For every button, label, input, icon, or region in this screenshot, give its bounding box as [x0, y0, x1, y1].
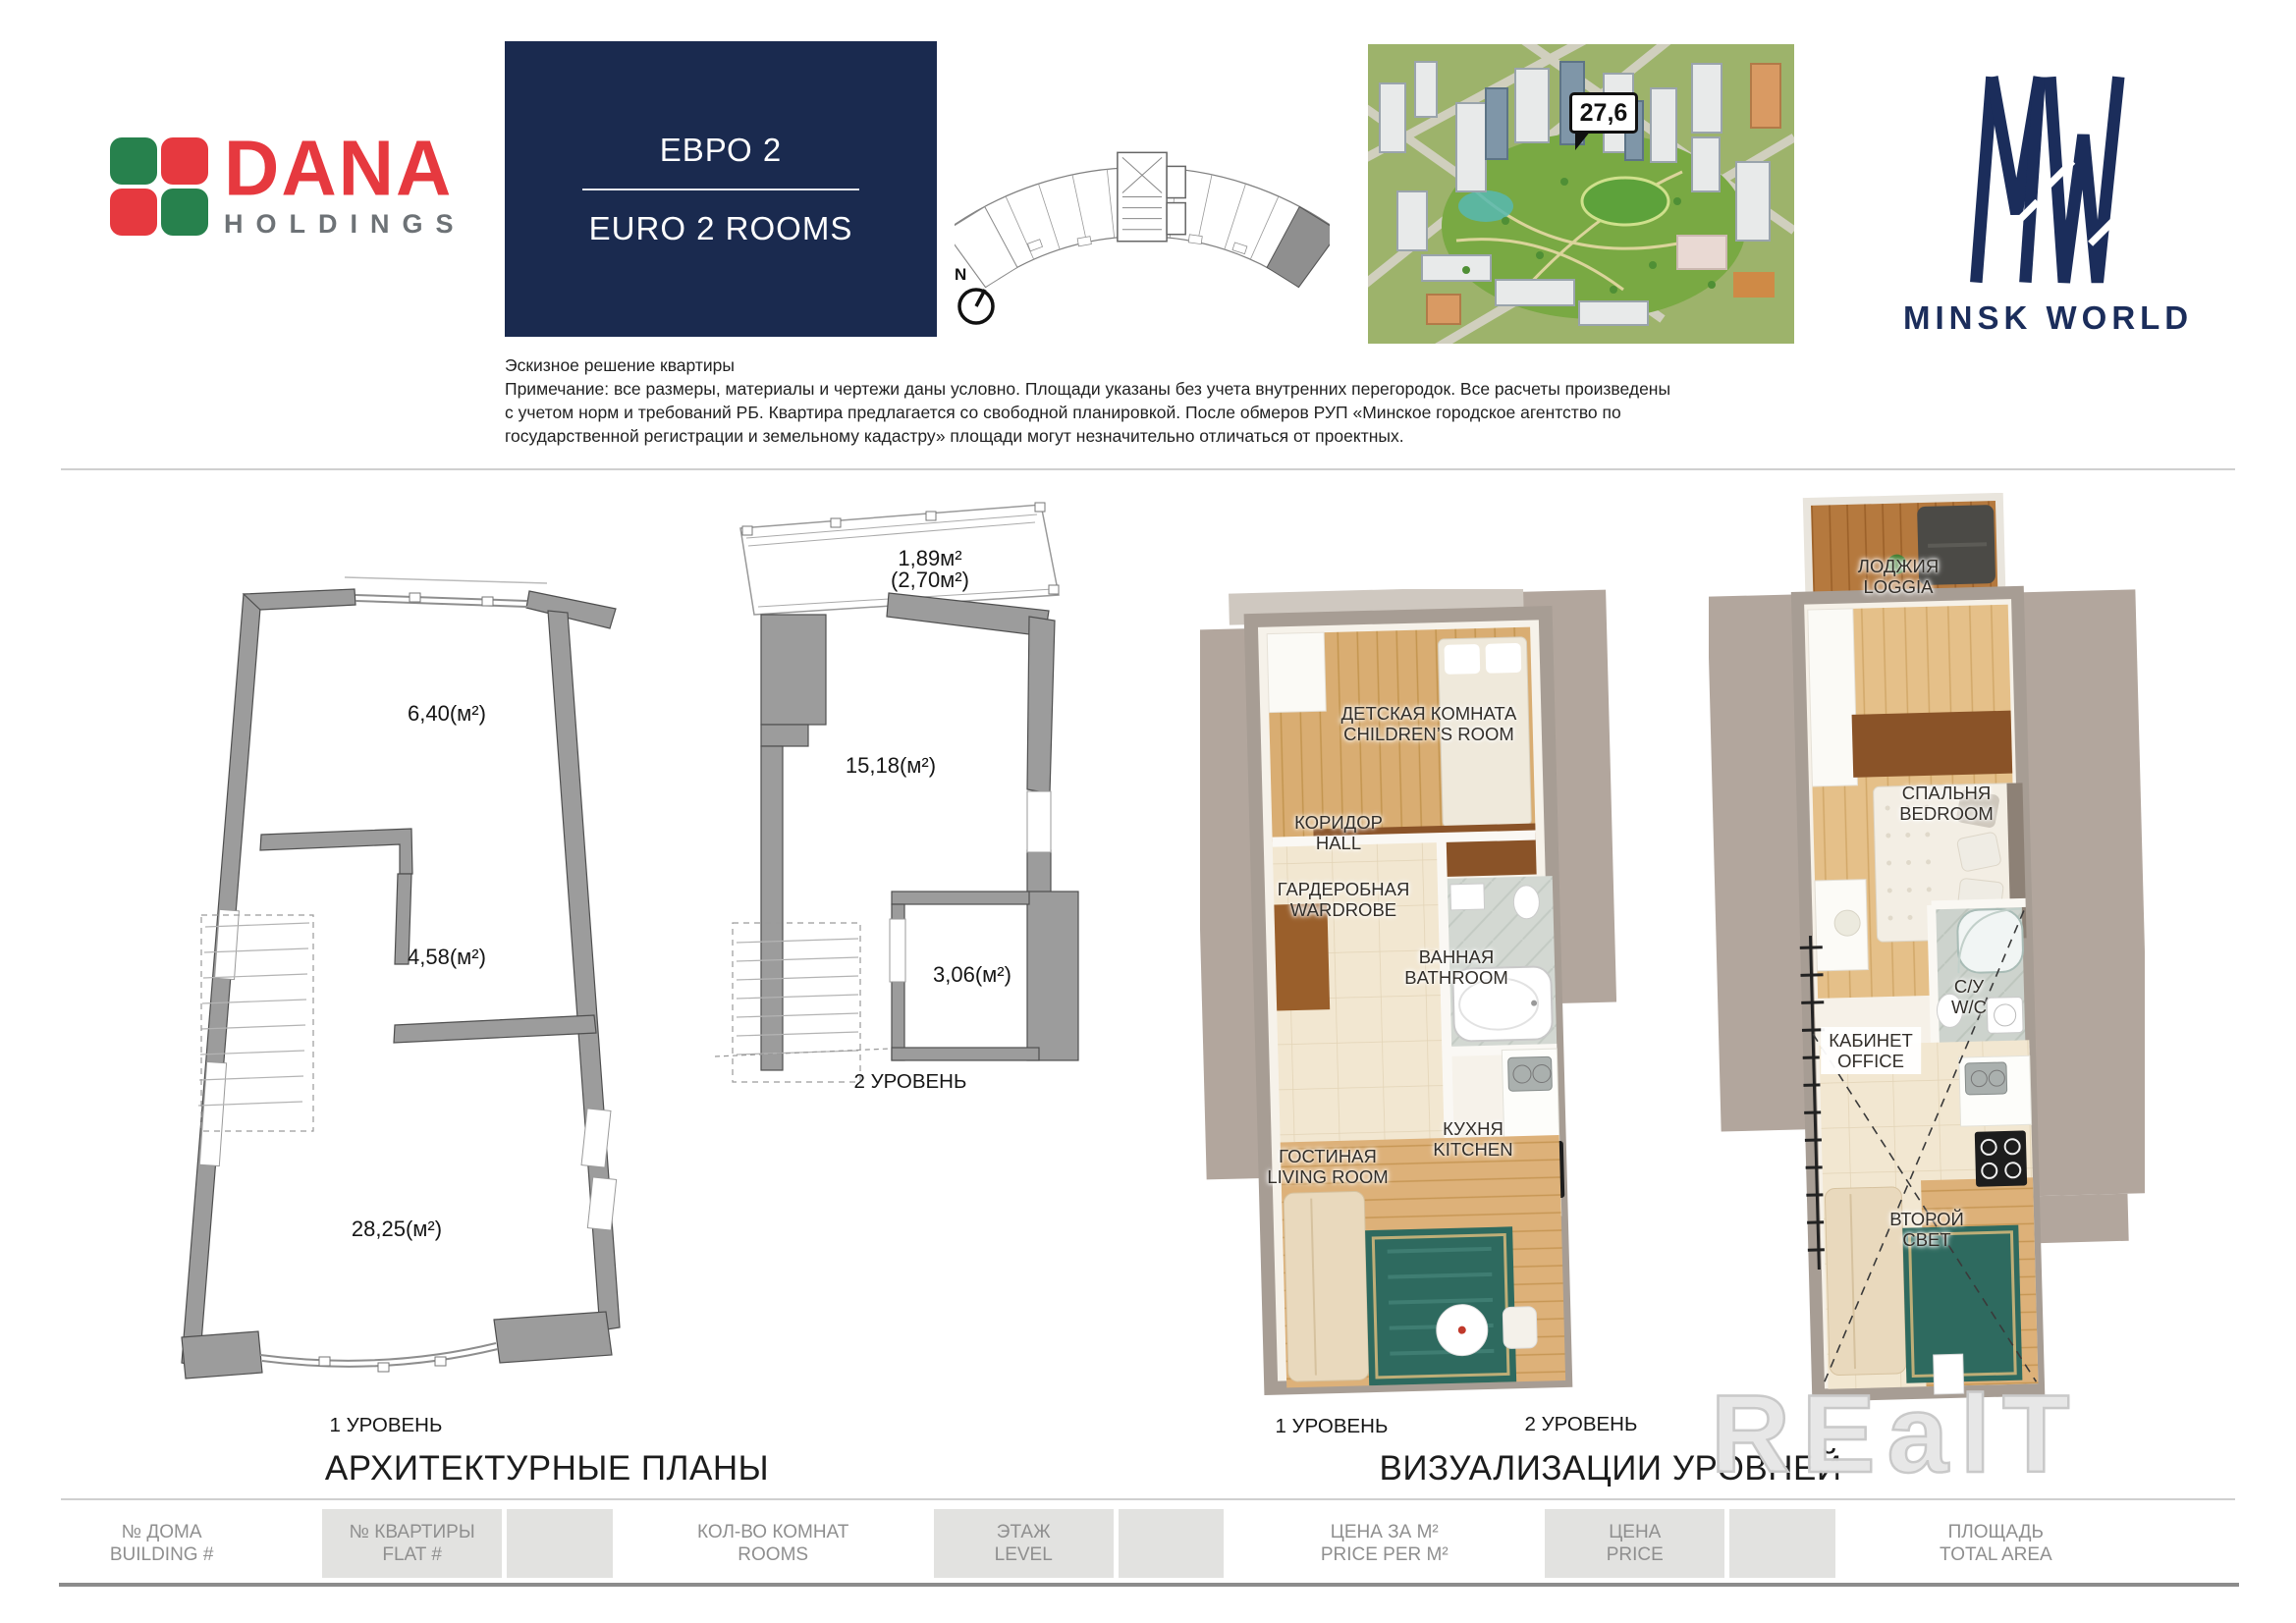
- banner-divider: [582, 189, 859, 190]
- spec-rooms: КОЛ-ВО КОМНАТ ROOMS: [697, 1522, 849, 1565]
- building-plan-overview: [955, 79, 1330, 296]
- room-label-office: КАБИНЕТ OFFICE: [1821, 1027, 1921, 1074]
- room-label-wc: С/У W/C: [1951, 976, 1987, 1017]
- plan-level1-caption: 1 УРОВЕНЬ: [329, 1414, 443, 1436]
- callout-pointer: [1575, 131, 1591, 150]
- room-label-hall: КОРИДОР HALL: [1294, 812, 1383, 853]
- notes-block: [505, 353, 1811, 448]
- area-callout-badge: 27,6: [1569, 92, 1638, 134]
- plan-level2-caption: 2 УРОВЕНЬ: [853, 1070, 967, 1093]
- spec-table: [17, 1509, 2141, 1578]
- mw-monogram-icon: [1962, 69, 2129, 290]
- type-title-en: EURO 2 ROOMS: [588, 209, 853, 246]
- room-label-kitchen: КУХНЯ KITCHEN: [1433, 1118, 1513, 1160]
- page-bottom-rule: [59, 1583, 2239, 1587]
- spec-flat-value-cell: [507, 1509, 613, 1578]
- room-label-bedroom: СПАЛЬНЯ BEDROOM: [1899, 783, 1994, 824]
- viz-level1-caption: 1 УРОВЕНЬ: [1275, 1415, 1389, 1437]
- spec-level-value-cell: [1119, 1509, 1225, 1578]
- spec-flat-label-cell: № КВАРТИРЫ FLAT #: [322, 1509, 502, 1578]
- apartment-type-banner: [505, 41, 937, 337]
- logo-square-green: [161, 189, 208, 236]
- aerial-complex-image: [1368, 44, 1794, 344]
- room-label-childrens-room: ДЕТСКАЯ КОМНАТА CHILDREN’S ROOM: [1340, 703, 1517, 744]
- dana-logo-text: [224, 124, 466, 240]
- spec-price-label-cell: ЦЕНА PRICE: [1545, 1509, 1724, 1578]
- spec-total-area: ПЛОЩАДЬ TOTAL AREA: [1939, 1522, 2052, 1565]
- dana-holdings-logo: [110, 124, 466, 240]
- viz-level2-caption: 2 УРОВЕНЬ: [1524, 1413, 1638, 1435]
- compass-north-label: N: [955, 265, 967, 284]
- area-label: 4,58(м²): [408, 945, 486, 969]
- area-label: 6,40(м²): [408, 701, 486, 726]
- dana-logo-subtitle: HOLDINGS: [224, 208, 466, 239]
- spec-flat: [306, 1509, 628, 1578]
- notes-line: с учетом норм и требований РБ. Квартира предлагается со свободной планировкой. После обмеров РУП «Минское городское агентство по: [505, 403, 1621, 422]
- area-label: 28,25(м²): [351, 1217, 443, 1241]
- notes-line: государственной регистрации и земельному кадастру» площади могут незначительно отличаться от проектных.: [505, 426, 1404, 446]
- plans-heading: АРХИТЕКТУРНЫЕ ПЛАНЫ: [324, 1449, 770, 1488]
- area-label: 1,89м²: [898, 546, 962, 570]
- plan-level1-drawing: [162, 569, 624, 1434]
- footer-separator-thin: [61, 1498, 2235, 1500]
- area-label: 3,06(м²): [933, 962, 1011, 987]
- spec-price: [1529, 1509, 1850, 1578]
- spec-price-value-cell: [1729, 1509, 1835, 1578]
- dana-logo-squares-icon: [110, 137, 208, 236]
- room-label-loggia: ЛОДЖИЯ LOGGIA: [1857, 556, 1940, 597]
- logo-square-red: [161, 137, 208, 185]
- header-separator: [61, 468, 2235, 470]
- area-label: 15,18(м²): [845, 753, 937, 778]
- logo-square-red: [110, 189, 157, 236]
- visualization-level2: [1709, 493, 2145, 1421]
- spec-level: [918, 1509, 1239, 1578]
- area-label: (2,70м²): [891, 568, 969, 592]
- spec-level-label-cell: ЭТАЖ LEVEL: [934, 1509, 1114, 1578]
- dana-logo-name: DANA: [224, 124, 454, 212]
- room-label-second-light: ВТОРОЙ СВЕТ: [1889, 1209, 1964, 1250]
- room-label-bathroom: ВАННАЯ BATHROOM: [1404, 947, 1508, 988]
- spec-price-per-m2: ЦЕНА ЗА М² PRICE PER M²: [1320, 1522, 1449, 1565]
- compass-icon: [951, 279, 1002, 330]
- minsk-world-wordmark: MINSK WORLD: [1903, 299, 2194, 336]
- spec-building: № ДОМА BUILDING #: [109, 1522, 214, 1565]
- logo-square-green: [110, 137, 157, 185]
- notes-line: Примечание: все размеры, материалы и чертежи даны условно. Площади указаны без учета внутренних перегородок. Все расчеты произведены: [505, 379, 1671, 399]
- type-title-ru: ЕВРО 2: [659, 131, 783, 168]
- notes-title: Эскизное решение квартиры: [505, 355, 735, 375]
- room-label-wardrobe: ГАРДЕРОБНАЯ WARDROBE: [1277, 879, 1410, 920]
- realt-watermark: REalT: [1711, 1373, 2082, 1495]
- minsk-world-logo: [1903, 69, 2194, 337]
- room-label-living-room: ГОСТИНАЯ LIVING ROOM: [1267, 1146, 1389, 1187]
- visualizations-heading: ВИЗУАЛИЗАЦИИ УРОВНЕЙ: [1379, 1449, 1842, 1488]
